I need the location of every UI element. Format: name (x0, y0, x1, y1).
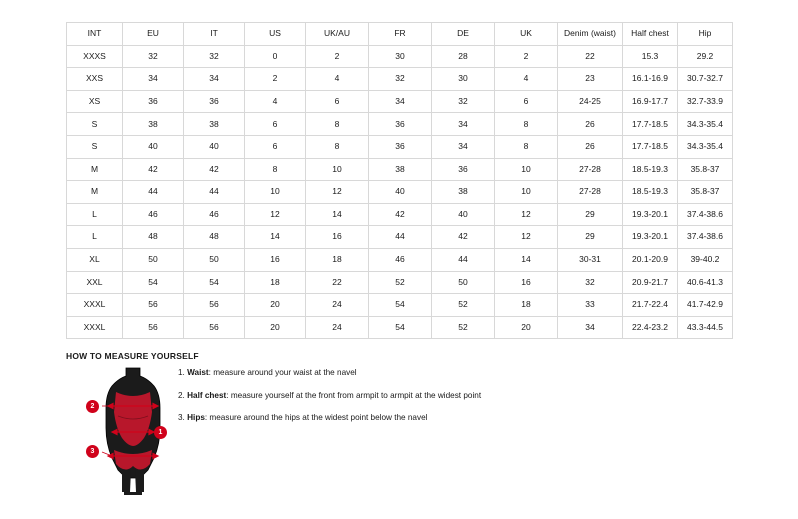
cell-de: 40 (432, 203, 495, 226)
cell-de: 42 (432, 226, 495, 249)
figure-badge-3-hips: 3 (86, 445, 99, 458)
cell-de: 36 (432, 158, 495, 181)
cell-fr: 34 (369, 90, 432, 113)
cell-us: 16 (245, 248, 306, 271)
cell-us: 4 (245, 90, 306, 113)
cell-us: 10 (245, 181, 306, 204)
column-header-it: IT (184, 23, 245, 46)
cell-fr: 40 (369, 181, 432, 204)
instruction-number: 1. (178, 368, 185, 377)
cell-us: 14 (245, 226, 306, 249)
cell-half-chest: 15.3 (623, 45, 678, 68)
cell-int: XXXL (67, 316, 123, 339)
cell-half-chest: 22.4-23.2 (623, 316, 678, 339)
cell-uk: 10 (495, 181, 558, 204)
cell-eu: 56 (123, 294, 184, 317)
instruction-term: Waist (187, 368, 209, 377)
cell-us: 12 (245, 203, 306, 226)
cell-uk-au: 4 (306, 68, 369, 91)
cell-de: 28 (432, 45, 495, 68)
column-header-uk: UK (495, 23, 558, 46)
cell-hip: 34.3-35.4 (678, 135, 733, 158)
cell-eu: 34 (123, 68, 184, 91)
cell-hip: 35.8-37 (678, 181, 733, 204)
cell-uk: 12 (495, 203, 558, 226)
cell-uk: 10 (495, 158, 558, 181)
cell-hip: 43.3-44.5 (678, 316, 733, 339)
cell-de: 34 (432, 113, 495, 136)
figure-badge-1-waist: 1 (154, 426, 167, 439)
cell-it: 56 (184, 294, 245, 317)
cell-half-chest: 21.7-22.4 (623, 294, 678, 317)
cell-hip: 37.4-38.6 (678, 226, 733, 249)
measure-instruction-hips (178, 413, 608, 424)
figure-badge-2-half-chest: 2 (86, 400, 99, 413)
cell-int: XXL (67, 271, 123, 294)
cell-fr: 36 (369, 113, 432, 136)
cell-eu: 50 (123, 248, 184, 271)
cell-us: 2 (245, 68, 306, 91)
column-header-half-chest: Half chest (623, 23, 678, 46)
cell-eu: 42 (123, 158, 184, 181)
cell-uk: 12 (495, 226, 558, 249)
cell-it: 38 (184, 113, 245, 136)
cell-de: 44 (432, 248, 495, 271)
cell-it: 32 (184, 45, 245, 68)
cell-int: S (67, 113, 123, 136)
cell-int: XL (67, 248, 123, 271)
cell-uk: 6 (495, 90, 558, 113)
cell-it: 36 (184, 90, 245, 113)
cell-hip: 39-40.2 (678, 248, 733, 271)
cell-de: 52 (432, 294, 495, 317)
cell-int: L (67, 226, 123, 249)
cell-uk-au: 10 (306, 158, 369, 181)
cell-fr: 30 (369, 45, 432, 68)
cell-half-chest: 17.7-18.5 (623, 135, 678, 158)
cell-uk-au: 8 (306, 135, 369, 158)
instruction-number: 3. (178, 413, 185, 423)
cell-uk: 18 (495, 294, 558, 317)
table-row (67, 294, 733, 317)
cell-fr: 42 (369, 203, 432, 226)
cell-fr: 32 (369, 68, 432, 91)
cell-denim-waist: 26 (558, 113, 623, 136)
how-to-measure-heading: HOW TO MEASURE YOURSELF (66, 351, 199, 361)
cell-half-chest: 17.7-18.5 (623, 113, 678, 136)
size-chart-table-wrapper (66, 22, 732, 339)
cell-de: 32 (432, 90, 495, 113)
cell-half-chest: 19.3-20.1 (623, 203, 678, 226)
cell-denim-waist: 32 (558, 271, 623, 294)
cell-denim-waist: 33 (558, 294, 623, 317)
cell-us: 8 (245, 158, 306, 181)
cell-it: 48 (184, 226, 245, 249)
cell-fr: 52 (369, 271, 432, 294)
table-row (67, 316, 733, 339)
cell-int: L (67, 203, 123, 226)
cell-hip: 35.8-37 (678, 158, 733, 181)
cell-hip: 37.4-38.6 (678, 203, 733, 226)
cell-eu: 40 (123, 135, 184, 158)
cell-denim-waist: 22 (558, 45, 623, 68)
cell-uk: 2 (495, 45, 558, 68)
cell-hip: 32.7-33.9 (678, 90, 733, 113)
cell-it: 46 (184, 203, 245, 226)
cell-denim-waist: 30-31 (558, 248, 623, 271)
cell-eu: 36 (123, 90, 184, 113)
cell-hip: 30.7-32.7 (678, 68, 733, 91)
cell-half-chest: 19.3-20.1 (623, 226, 678, 249)
cell-eu: 38 (123, 113, 184, 136)
cell-uk: 8 (495, 135, 558, 158)
instruction-text: : measure around your waist at the navel (208, 368, 357, 377)
instruction-text: : measure around the hips at the widest point below the navel (204, 413, 428, 423)
cell-uk-au: 24 (306, 316, 369, 339)
table-row (67, 45, 733, 68)
cell-it: 50 (184, 248, 245, 271)
column-header-denim-waist: Denim (waist) (558, 23, 623, 46)
instruction-term: Hips (187, 413, 205, 423)
column-header-eu: EU (123, 23, 184, 46)
cell-fr: 54 (369, 316, 432, 339)
cell-eu: 44 (123, 181, 184, 204)
cell-uk-au: 12 (306, 181, 369, 204)
cell-hip: 29.2 (678, 45, 733, 68)
table-row (67, 90, 733, 113)
measurement-figure (88, 366, 184, 498)
cell-uk-au: 8 (306, 113, 369, 136)
cell-hip: 41.7-42.9 (678, 294, 733, 317)
cell-it: 42 (184, 158, 245, 181)
cell-uk: 14 (495, 248, 558, 271)
table-row (67, 135, 733, 158)
table-row (67, 226, 733, 249)
cell-it: 56 (184, 316, 245, 339)
cell-us: 6 (245, 113, 306, 136)
cell-de: 38 (432, 181, 495, 204)
column-header-hip: Hip (678, 23, 733, 46)
cell-half-chest: 18.5-19.3 (623, 181, 678, 204)
cell-us: 20 (245, 316, 306, 339)
cell-denim-waist: 26 (558, 135, 623, 158)
instruction-term: Half chest (187, 390, 227, 400)
cell-it: 40 (184, 135, 245, 158)
instruction-number: 2. (178, 390, 185, 400)
cell-fr: 46 (369, 248, 432, 271)
column-header-fr: FR (369, 23, 432, 46)
cell-denim-waist: 29 (558, 203, 623, 226)
cell-int: XXS (67, 68, 123, 91)
cell-eu: 46 (123, 203, 184, 226)
cell-denim-waist: 24-25 (558, 90, 623, 113)
cell-uk: 8 (495, 113, 558, 136)
table-row (67, 203, 733, 226)
cell-it: 44 (184, 181, 245, 204)
cell-uk-au: 2 (306, 45, 369, 68)
cell-denim-waist: 27-28 (558, 181, 623, 204)
measure-instruction-waist (178, 368, 608, 379)
cell-denim-waist: 29 (558, 226, 623, 249)
table-row (67, 271, 733, 294)
cell-uk-au: 6 (306, 90, 369, 113)
cell-us: 18 (245, 271, 306, 294)
cell-de: 50 (432, 271, 495, 294)
cell-uk-au: 18 (306, 248, 369, 271)
cell-int: M (67, 181, 123, 204)
cell-uk-au: 22 (306, 271, 369, 294)
size-chart-table (66, 22, 733, 339)
cell-us: 0 (245, 45, 306, 68)
cell-fr: 44 (369, 226, 432, 249)
cell-int: M (67, 158, 123, 181)
cell-eu: 56 (123, 316, 184, 339)
cell-fr: 54 (369, 294, 432, 317)
table-header (67, 23, 733, 46)
cell-denim-waist: 27-28 (558, 158, 623, 181)
mannequin-illustration (88, 366, 184, 498)
table-row (67, 248, 733, 271)
cell-half-chest: 20.1-20.9 (623, 248, 678, 271)
cell-de: 30 (432, 68, 495, 91)
table-header-row (67, 23, 733, 46)
cell-uk: 16 (495, 271, 558, 294)
cell-it: 54 (184, 271, 245, 294)
cell-half-chest: 16.9-17.7 (623, 90, 678, 113)
cell-us: 6 (245, 135, 306, 158)
cell-half-chest: 18.5-19.3 (623, 158, 678, 181)
cell-uk: 20 (495, 316, 558, 339)
cell-hip: 40.6-41.3 (678, 271, 733, 294)
cell-denim-waist: 23 (558, 68, 623, 91)
column-header-int: INT (67, 23, 123, 46)
cell-uk: 4 (495, 68, 558, 91)
table-body (67, 45, 733, 339)
cell-denim-waist: 34 (558, 316, 623, 339)
cell-int: XXXL (67, 294, 123, 317)
cell-eu: 54 (123, 271, 184, 294)
column-header-us: US (245, 23, 306, 46)
cell-eu: 48 (123, 226, 184, 249)
cell-half-chest: 16.1-16.9 (623, 68, 678, 91)
cell-fr: 36 (369, 135, 432, 158)
column-header-uk-au: UK/AU (306, 23, 369, 46)
cell-int: XXXS (67, 45, 123, 68)
cell-it: 34 (184, 68, 245, 91)
cell-hip: 34.3-35.4 (678, 113, 733, 136)
cell-uk-au: 14 (306, 203, 369, 226)
cell-uk-au: 16 (306, 226, 369, 249)
table-row (67, 68, 733, 91)
cell-eu: 32 (123, 45, 184, 68)
cell-fr: 38 (369, 158, 432, 181)
measure-instruction-half-chest (178, 391, 608, 402)
cell-int: XS (67, 90, 123, 113)
cell-de: 52 (432, 316, 495, 339)
table-row (67, 181, 733, 204)
table-row (67, 113, 733, 136)
cell-us: 20 (245, 294, 306, 317)
instruction-text: : measure yourself at the front from armpit to armpit at the widest point (226, 390, 482, 400)
column-header-de: DE (432, 23, 495, 46)
measurement-instructions (178, 368, 608, 436)
table-row (67, 158, 733, 181)
cell-de: 34 (432, 135, 495, 158)
cell-half-chest: 20.9-21.7 (623, 271, 678, 294)
cell-uk-au: 24 (306, 294, 369, 317)
cell-int: S (67, 135, 123, 158)
